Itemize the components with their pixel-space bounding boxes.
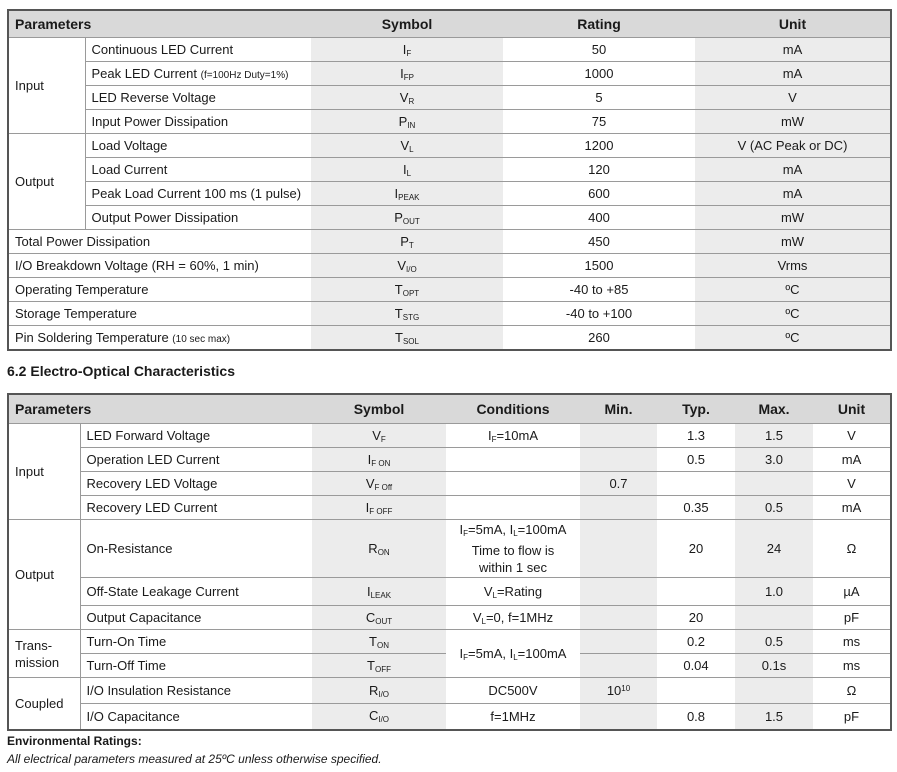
typ-cell: 0.5 bbox=[657, 448, 735, 472]
table-row bbox=[8, 326, 891, 351]
param-cell: Output Capacitance bbox=[80, 606, 312, 630]
max-cell: 0.5 bbox=[735, 496, 813, 520]
symbol-cell: $T_{STG}$ bbox=[311, 302, 503, 326]
param-cell: Operation LED Current bbox=[80, 448, 312, 472]
unit-cell: Ω bbox=[813, 678, 891, 704]
table-row bbox=[8, 424, 891, 448]
typ-cell bbox=[657, 678, 735, 704]
table-row bbox=[8, 472, 891, 496]
param-cell: I/O Insulation Resistance bbox=[80, 678, 312, 704]
typ-cell bbox=[657, 472, 735, 496]
max-cell: 0.1s bbox=[735, 654, 813, 678]
max-cell bbox=[735, 606, 813, 630]
param-cell: Pin Soldering Temperature (10 sec max) bbox=[8, 326, 311, 351]
symbol-cell: $R_{ON}$ bbox=[312, 520, 446, 578]
table-header-row bbox=[8, 10, 891, 38]
conditions-cell: $I_F=5mA$, $I_L=100mA$ bbox=[446, 630, 580, 678]
table-row bbox=[8, 134, 891, 158]
symbol-cell: $I_{F ON}$ bbox=[312, 448, 446, 472]
symbol-cell: $T_{ON}$ bbox=[312, 630, 446, 654]
unit-cell: ºC bbox=[695, 326, 891, 351]
symbol-cell: $P_T$ bbox=[311, 230, 503, 254]
group-label-transmission: Trans- mission bbox=[8, 630, 80, 678]
table-row bbox=[8, 206, 891, 230]
unit-cell: mW bbox=[695, 206, 891, 230]
param-cell: Total Power Dissipation bbox=[8, 230, 311, 254]
rating-cell: 1500 bbox=[503, 254, 695, 278]
table-header-row bbox=[8, 394, 891, 424]
table-row bbox=[8, 110, 891, 134]
unit-cell: mA bbox=[695, 62, 891, 86]
param-cell: I/O Breakdown Voltage (RH = 60%, 1 min) bbox=[8, 254, 311, 278]
max-cell bbox=[735, 678, 813, 704]
max-cell: 1.5 bbox=[735, 704, 813, 730]
rating-cell: 400 bbox=[503, 206, 695, 230]
environmental-ratings-note: All electrical parameters measured at 25ºC unless otherwise specified. bbox=[7, 752, 382, 766]
param-cell: LED Forward Voltage bbox=[80, 424, 312, 448]
header-symbol: Symbol bbox=[312, 394, 446, 424]
param-cell: Load Voltage bbox=[85, 134, 311, 158]
symbol-cell: $V_R$ bbox=[311, 86, 503, 110]
param-cell: Off-State Leakage Current bbox=[80, 578, 312, 606]
section-heading: 6.2 Electro-Optical Characteristics bbox=[7, 363, 235, 379]
param-cell: Peak LED Current (f=100Hz Duty=1%) bbox=[85, 62, 311, 86]
param-cell: Storage Temperature bbox=[8, 302, 311, 326]
max-cell: 3.0 bbox=[735, 448, 813, 472]
table-row bbox=[8, 62, 891, 86]
unit-cell: ms bbox=[813, 630, 891, 654]
unit-cell: mA bbox=[813, 496, 891, 520]
table-row bbox=[8, 278, 891, 302]
symbol-cell: $T_{SOL}$ bbox=[311, 326, 503, 351]
unit-cell: mA bbox=[813, 448, 891, 472]
min-cell bbox=[580, 496, 657, 520]
group-label-coupled: Coupled bbox=[8, 678, 80, 730]
unit-cell: V bbox=[813, 424, 891, 448]
symbol-cell: $I_{LEAK}$ bbox=[312, 578, 446, 606]
rating-cell: 260 bbox=[503, 326, 695, 351]
symbol-cell: $I_L$ bbox=[311, 158, 503, 182]
table-row bbox=[8, 86, 891, 110]
typ-cell: 0.8 bbox=[657, 704, 735, 730]
param-cell: Recovery LED Current bbox=[80, 496, 312, 520]
conditions-cell bbox=[446, 496, 580, 520]
rating-cell: -40 to +85 bbox=[503, 278, 695, 302]
typ-cell: 1.3 bbox=[657, 424, 735, 448]
group-label-output: Output bbox=[8, 520, 80, 630]
typ-cell: 0.35 bbox=[657, 496, 735, 520]
unit-cell: mA bbox=[695, 158, 891, 182]
unit-cell: V (AC Peak or DC) bbox=[695, 134, 891, 158]
param-cell: Turn-On Time bbox=[80, 630, 312, 654]
table-row bbox=[8, 182, 891, 206]
min-cell bbox=[580, 578, 657, 606]
table-row bbox=[8, 158, 891, 182]
rating-cell: 450 bbox=[503, 230, 695, 254]
header-unit: Unit bbox=[695, 10, 891, 38]
typ-cell: 0.04 bbox=[657, 654, 735, 678]
symbol-cell: $T_{OFF}$ bbox=[312, 654, 446, 678]
max-cell bbox=[735, 472, 813, 496]
group-label-input: Input bbox=[8, 38, 85, 134]
rating-cell: 120 bbox=[503, 158, 695, 182]
symbol-cell: $I_F$ bbox=[311, 38, 503, 62]
param-cell: Load Current bbox=[85, 158, 311, 182]
unit-cell: mW bbox=[695, 230, 891, 254]
conditions-cell: $V_L=Rating$ bbox=[446, 578, 580, 606]
electro-optical-table bbox=[7, 393, 892, 731]
typ-cell: 0.2 bbox=[657, 630, 735, 654]
param-cell: I/O Capacitance bbox=[80, 704, 312, 730]
param-cell: Peak Load Current 100 ms (1 pulse) bbox=[85, 182, 311, 206]
conditions-cell bbox=[446, 472, 580, 496]
typ-cell bbox=[657, 578, 735, 606]
rating-cell: 75 bbox=[503, 110, 695, 134]
absolute-ratings-table bbox=[7, 9, 892, 351]
conditions-cell: $V_L=0$, f=1MHz bbox=[446, 606, 580, 630]
unit-cell: pF bbox=[813, 606, 891, 630]
group-label-output: Output bbox=[8, 134, 85, 230]
min-cell bbox=[580, 704, 657, 730]
table-row bbox=[8, 230, 891, 254]
conditions-cell: f=1MHz bbox=[446, 704, 580, 730]
header-conditions: Conditions bbox=[446, 394, 580, 424]
symbol-cell: $T_{OPT}$ bbox=[311, 278, 503, 302]
unit-cell: mW bbox=[695, 110, 891, 134]
rating-cell: -40 to +100 bbox=[503, 302, 695, 326]
conditions-cell: $I_F=5mA$, $I_L=100mA$ Time to flow is within 1 sec bbox=[446, 520, 580, 578]
group-label-input: Input bbox=[8, 424, 80, 520]
max-cell: 1.5 bbox=[735, 424, 813, 448]
param-cell: Turn-Off Time bbox=[80, 654, 312, 678]
min-cell bbox=[580, 520, 657, 578]
table-row bbox=[8, 448, 891, 472]
symbol-cell: $P_{IN}$ bbox=[311, 110, 503, 134]
header-max: Max. bbox=[735, 394, 813, 424]
symbol-cell: $V_{F Off}$ bbox=[312, 472, 446, 496]
table-row bbox=[8, 520, 891, 578]
rating-cell: 50 bbox=[503, 38, 695, 62]
conditions-cell bbox=[446, 448, 580, 472]
unit-cell: Ω bbox=[813, 520, 891, 578]
unit-cell: V bbox=[695, 86, 891, 110]
conditions-cell: DC500V bbox=[446, 678, 580, 704]
param-cell: Recovery LED Voltage bbox=[80, 472, 312, 496]
table-row bbox=[8, 704, 891, 730]
symbol-cell: $C_{I/O}$ bbox=[312, 704, 446, 730]
conditions-cell: $I_F=10mA$ bbox=[446, 424, 580, 448]
table-row bbox=[8, 38, 891, 62]
param-cell: Continuous LED Current bbox=[85, 38, 311, 62]
param-cell: Input Power Dissipation bbox=[85, 110, 311, 134]
min-cell bbox=[580, 424, 657, 448]
max-cell: 1.0 bbox=[735, 578, 813, 606]
symbol-cell: $V_F$ bbox=[312, 424, 446, 448]
min-cell: 0.7 bbox=[580, 472, 657, 496]
table-row bbox=[8, 578, 891, 606]
header-typ: Typ. bbox=[657, 394, 735, 424]
unit-cell: ºC bbox=[695, 302, 891, 326]
rating-cell: 5 bbox=[503, 86, 695, 110]
rating-cell: 600 bbox=[503, 182, 695, 206]
param-cell: On-Resistance bbox=[80, 520, 312, 578]
header-unit: Unit bbox=[813, 394, 891, 424]
min-cell bbox=[580, 630, 657, 654]
symbol-cell: $R_{I/O}$ bbox=[312, 678, 446, 704]
header-min: Min. bbox=[580, 394, 657, 424]
table-row bbox=[8, 630, 891, 654]
table-row bbox=[8, 302, 891, 326]
min-cell bbox=[580, 606, 657, 630]
symbol-cell: $I_{FP}$ bbox=[311, 62, 503, 86]
typ-cell: 20 bbox=[657, 606, 735, 630]
unit-cell: ms bbox=[813, 654, 891, 678]
unit-cell: pF bbox=[813, 704, 891, 730]
unit-cell: mA bbox=[695, 182, 891, 206]
header-rating: Rating bbox=[503, 10, 695, 38]
typ-cell: 20 bbox=[657, 520, 735, 578]
param-cell: Operating Temperature bbox=[8, 278, 311, 302]
min-cell bbox=[580, 654, 657, 678]
header-parameters: Parameters bbox=[8, 10, 311, 38]
symbol-cell: $V_L$ bbox=[311, 134, 503, 158]
symbol-cell: $C_{OUT}$ bbox=[312, 606, 446, 630]
unit-cell: µA bbox=[813, 578, 891, 606]
rating-cell: 1200 bbox=[503, 134, 695, 158]
unit-cell: Vrms bbox=[695, 254, 891, 278]
max-cell: 0.5 bbox=[735, 630, 813, 654]
symbol-cell: $I_{PEAK}$ bbox=[311, 182, 503, 206]
param-cell: Output Power Dissipation bbox=[85, 206, 311, 230]
min-cell bbox=[580, 448, 657, 472]
rating-cell: 1000 bbox=[503, 62, 695, 86]
param-cell: LED Reverse Voltage bbox=[85, 86, 311, 110]
symbol-cell: $P_{OUT}$ bbox=[311, 206, 503, 230]
table-row bbox=[8, 606, 891, 630]
header-parameters: Parameters bbox=[8, 394, 312, 424]
unit-cell: V bbox=[813, 472, 891, 496]
table-row bbox=[8, 496, 891, 520]
environmental-ratings-title: Environmental Ratings: bbox=[7, 734, 142, 748]
header-symbol: Symbol bbox=[311, 10, 503, 38]
max-cell: 24 bbox=[735, 520, 813, 578]
table-row bbox=[8, 678, 891, 704]
table-row bbox=[8, 254, 891, 278]
symbol-cell: $I_{F OFF}$ bbox=[312, 496, 446, 520]
min-cell: $10^{10}$ bbox=[580, 678, 657, 704]
unit-cell: ºC bbox=[695, 278, 891, 302]
unit-cell: mA bbox=[695, 38, 891, 62]
symbol-cell: $V_{I/O}$ bbox=[311, 254, 503, 278]
